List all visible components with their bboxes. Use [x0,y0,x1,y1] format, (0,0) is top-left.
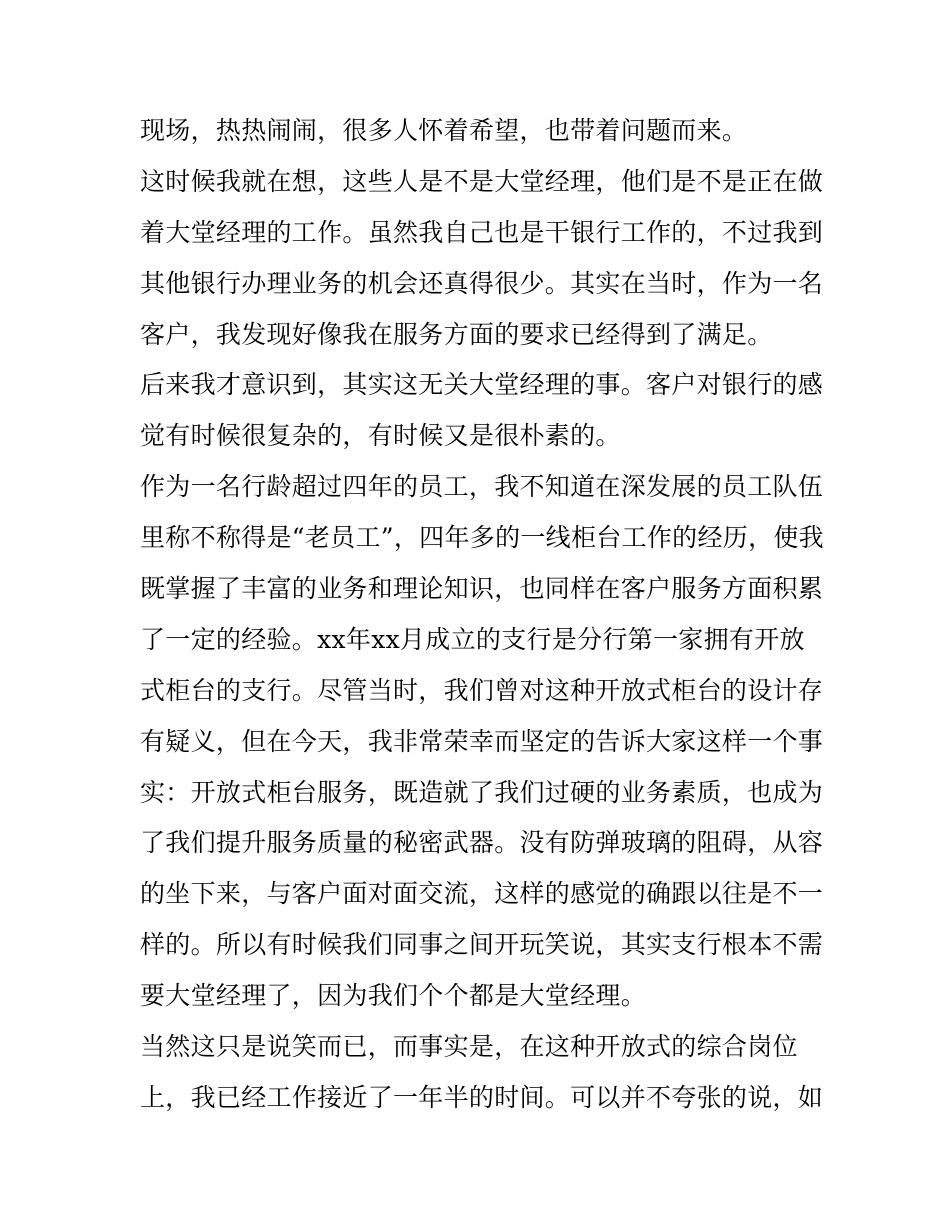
text-line: 作为一名行龄超过四年的员工，我不知道在深发展的员工队伍 [140,472,824,502]
text-line: 了我们提升服务质量的秘密武器。没有防弹玻璃的阻碍，从容 [140,828,824,858]
text-line: 实：开放式柜台服务，既造就了我们过硬的业务素质，也成为 [140,777,824,807]
body-text [140,106,824,1124]
text-line: 觉有时候很复杂的，有时候又是很朴素的。 [140,421,621,451]
text-line: 现场，热热闹闹，很多人怀着希望，也带着问题而来。 [140,116,748,145]
text-line: 当然这只是说笑而已，而事实是，在这种开放式的综合岗位 [140,1032,798,1062]
text-line: 客户，我发现好像我在服务方面的要求已经得到了满足。 [140,319,773,349]
text-line: 要大堂经理了，因为我们个个都是大堂经理。 [140,981,647,1011]
text-line: 里称不称得是“老员工”，四年多的一线柜台工作的经历，使我 [140,523,824,553]
text-line: 这时候我就在想，这些人是不是大堂经理，他们是不是正在做 [140,166,824,196]
text-line: 样的。所以有时候我们同事之间开玩笑说，其实支行根本不需 [140,930,824,960]
text-line: 有疑义，但在今天，我非常荣幸而坚定的告诉大家这样一个事 [140,726,824,756]
text-line: 后来我才意识到，其实这无关大堂经理的事。客户对银行的感 [140,370,824,400]
text-line: 了一定的经验。xx年xx月成立的支行是分行第一家拥有开放 [140,624,805,654]
text-line: 的坐下来，与客户面对面交流，这样的感觉的确跟以往是不一 [140,879,824,909]
text-line: 上，我已经工作接近了一年半的时间。可以并不夸张的说，如 [140,1082,824,1112]
text-line: 着大堂经理的工作。虽然我自己也是干银行工作的，不过我到 [140,217,824,247]
text-line: 其他银行办理业务的机会还真得很少。其实在当时，作为一名 [140,268,824,298]
text-line: 既掌握了丰富的业务和理论知识，也同样在客户服务方面积累 [140,574,824,604]
text-line: 式柜台的支行。尽管当时，我们曾对这种开放式柜台的设计存 [140,675,824,705]
